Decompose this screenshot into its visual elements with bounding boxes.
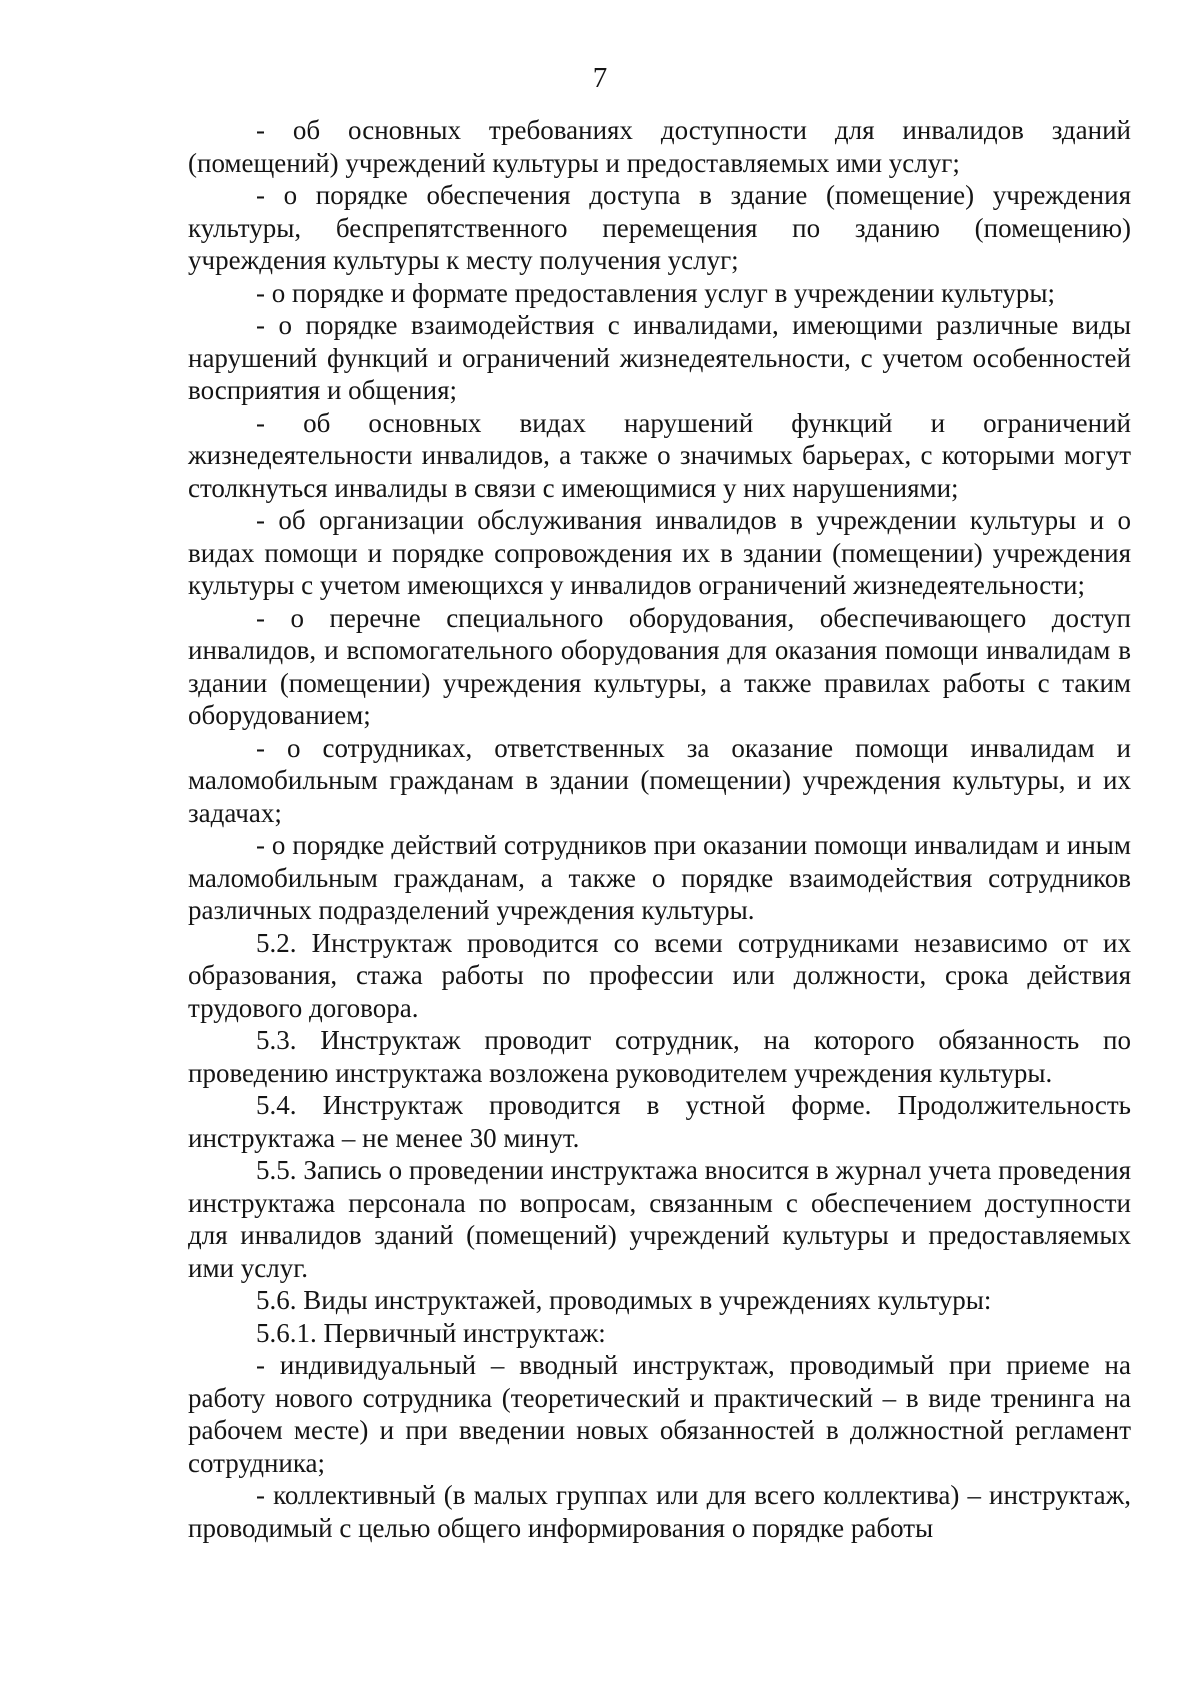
paragraph: - об организации обслуживания инвалидов в учреждении культуры и о видах помощи и порядке сопровождения их в здании (помещении) учреждения культуры с учетом имеющихся у инвалидов ограничений жизнедеятельности; (188, 505, 1131, 600)
paragraph: - о порядке действий сотрудников при оказании помощи инвалидам и иным маломобильным гражданам, а также о порядке взаимодействия сотрудников различных подразделений учреждения культуры. (188, 830, 1131, 925)
paragraph: 5.4. Инструктаж проводится в устной форме. Продолжительность инструктажа – не менее 30 минут. (188, 1090, 1131, 1153)
paragraph: - о перечне специального оборудования, обеспечивающего доступ инвалидов, и вспомогательного оборудования для оказания помощи инвалидам в здании (помещении) учреждения культуры, а также правилах работы с таким оборудованием; (188, 602, 1131, 730)
paragraph: 5.3. Инструктаж проводит сотрудник, на которого обязанность по проведению инструктажа возложена руководителем учреждения культуры. (188, 1025, 1131, 1088)
paragraph: 5.6. Виды инструктажей, проводимых в учреждениях культуры: (256, 1285, 992, 1315)
paragraph: - коллективный (в малых группах или для всего коллектива) – инструктаж, проводимый с целью общего информирования о порядке работы (188, 1480, 1131, 1543)
paragraph: - индивидуальный – вводный инструктаж, проводимый при приеме на работу нового сотрудника (теоретический и практический – в виде тренинга на рабочем месте) и при введении новых обязанностей в должностной регламент сотрудника; (188, 1350, 1131, 1478)
page-number: 7 (592, 62, 608, 94)
paragraph: - о порядке и формате предоставления услуг в учреждении культуры; (256, 277, 1055, 308)
paragraph: - о порядке обеспечения доступа в здание (помещение) учреждения культуры, беспрепятственного перемещения по зданию (помещению) учреждения культуры к месту получения услуг; (188, 180, 1131, 275)
paragraph: 5.6.1. Первичный инструктаж: (256, 1317, 606, 1348)
paragraph: 5.2. Инструктаж проводится со всеми сотрудниками независимо от их образования, стажа работы по профессии или должности, срока действия трудового договора. (188, 927, 1131, 1023)
document-body (188, 114, 1131, 1544)
paragraph: - об основных требованиях доступности для инвалидов зданий (помещений) учреждений культуры и предоставляемых ими услуг; (188, 115, 1131, 178)
paragraph: - об основных видах нарушений функций и ограничений жизнедеятельности инвалидов, а также о значимых барьерах, с которыми могут столкнуться инвалиды в связи с имеющимися у них нарушениями; (188, 407, 1131, 503)
paragraph: - о порядке взаимодействия с инвалидами, имеющими различные виды нарушений функций и ограничений жизнедеятельности, с учетом особенностей восприятия и общения; (188, 310, 1131, 405)
paragraph: 5.5. Запись о проведении инструктажа вносится в журнал учета проведения инструктажа персонала по вопросам, связанным с обеспечением доступности для инвалидов зданий (помещений) учреждений культуры и предоставляемых ими услуг. (188, 1155, 1131, 1283)
paragraph: - о сотрудниках, ответственных за оказание помощи инвалидам и маломобильным гражданам в здании (помещении) учреждения культуры, и их задачах; (188, 732, 1131, 828)
